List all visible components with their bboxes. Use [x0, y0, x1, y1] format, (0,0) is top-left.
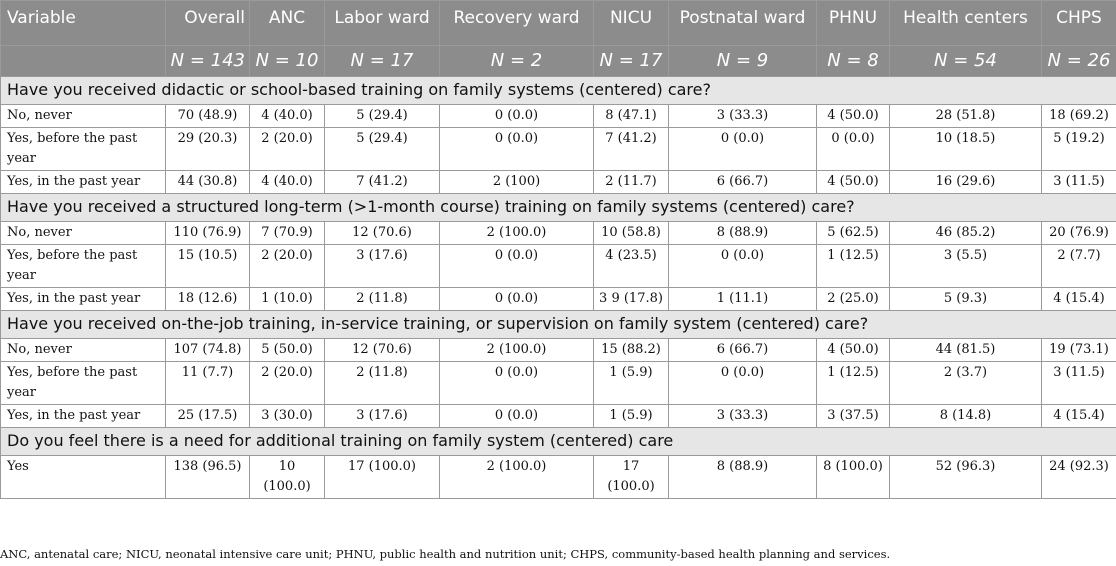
cell: 5 (29.4)	[325, 128, 440, 171]
cell: 52 (96.3)	[890, 456, 1042, 499]
cell: 7 (41.2)	[594, 128, 669, 171]
cell: 0 (0.0)	[440, 128, 594, 171]
cell: 0 (0.0)	[440, 245, 594, 288]
cell: 24 (92.3)	[1042, 456, 1116, 499]
n-recovery: N = 2	[440, 46, 594, 77]
n-overall: N = 143	[166, 46, 250, 77]
cell: 4 (40.0)	[250, 105, 325, 128]
cell: 2 (11.8)	[325, 288, 440, 311]
cell: 29 (20.3)	[166, 128, 250, 171]
row-label: Yes, in the past year	[1, 288, 166, 311]
cell: 110 (76.9)	[166, 222, 250, 245]
table-row	[1, 171, 1116, 194]
cell: 7 (41.2)	[325, 171, 440, 194]
cell: 1 (12.5)	[817, 362, 890, 405]
n-phnu: N = 8	[817, 46, 890, 77]
section-question: Have you received a structured long-term (>1-month course) training on family systems (centered) care?	[1, 194, 1116, 222]
table-row	[1, 405, 1116, 428]
cell: 17 (100.0)	[594, 456, 669, 499]
cell: 0 (0.0)	[817, 128, 890, 171]
section-question: Do you feel there is a need for additional training on family system (centered) care	[1, 428, 1116, 456]
header-row-n	[1, 46, 1116, 77]
header-row-labels	[1, 1, 1116, 46]
col-nicu-header: NICU	[594, 1, 669, 46]
cell: 8 (88.9)	[669, 456, 817, 499]
cell: 2 (100.0)	[440, 339, 594, 362]
cell: 4 (15.4)	[1042, 405, 1116, 428]
cell: 4 (15.4)	[1042, 288, 1116, 311]
n-health-centers: N = 54	[890, 46, 1042, 77]
table-footnote: ANC, antenatal care; NICU, neonatal intensive care unit; PHNU, public health and nutrition unit; CHPS, community-based health planning and services.	[0, 547, 891, 561]
cell: 0 (0.0)	[669, 362, 817, 405]
cell: 3 (11.5)	[1042, 362, 1116, 405]
cell: 20 (76.9)	[1042, 222, 1116, 245]
cell: 107 (74.8)	[166, 339, 250, 362]
section-question: Have you received on-the-job training, in-service training, or supervision on family system (centered) care?	[1, 311, 1116, 339]
cell: 1 (5.9)	[594, 405, 669, 428]
cell: 2 (11.8)	[325, 362, 440, 405]
table-row	[1, 245, 1116, 288]
cell: 138 (96.5)	[166, 456, 250, 499]
cell: 1 (10.0)	[250, 288, 325, 311]
row-label: Yes, in the past year	[1, 171, 166, 194]
cell: 0 (0.0)	[669, 245, 817, 288]
row-label: No, never	[1, 222, 166, 245]
cell: 2 (100.0)	[440, 456, 594, 499]
cell: 3 (5.5)	[890, 245, 1042, 288]
cell: 12 (70.6)	[325, 339, 440, 362]
table-row	[1, 222, 1116, 245]
table-row	[1, 362, 1116, 405]
cell: 5 (9.3)	[890, 288, 1042, 311]
cell: 6 (66.7)	[669, 171, 817, 194]
section-row	[1, 77, 1116, 105]
variable-n-blank	[1, 46, 166, 77]
table-body	[1, 77, 1116, 499]
n-labor: N = 17	[325, 46, 440, 77]
row-label: Yes	[1, 456, 166, 499]
cell: 2 (7.7)	[1042, 245, 1116, 288]
cell: 3 (30.0)	[250, 405, 325, 428]
col-health-centers-header: Health centers	[890, 1, 1042, 46]
row-label: No, never	[1, 339, 166, 362]
cell: 44 (81.5)	[890, 339, 1042, 362]
cell: 8 (47.1)	[594, 105, 669, 128]
cell: 1 (5.9)	[594, 362, 669, 405]
n-anc: N = 10	[250, 46, 325, 77]
cell: 10 (58.8)	[594, 222, 669, 245]
col-labor-header: Labor ward	[325, 1, 440, 46]
cell: 2 (100)	[440, 171, 594, 194]
table-row	[1, 105, 1116, 128]
table-row	[1, 456, 1116, 499]
cell: 1 (12.5)	[817, 245, 890, 288]
cell: 2 (100.0)	[440, 222, 594, 245]
cell: 2 (20.0)	[250, 128, 325, 171]
row-label: Yes, before the past year	[1, 362, 166, 405]
cell: 18 (69.2)	[1042, 105, 1116, 128]
cell: 0 (0.0)	[440, 288, 594, 311]
table-row	[1, 288, 1116, 311]
cell: 2 (25.0)	[817, 288, 890, 311]
col-phnu-header: PHNU	[817, 1, 890, 46]
section-question: Have you received didactic or school-based training on family systems (centered) care?	[1, 77, 1116, 105]
cell: 8 (88.9)	[669, 222, 817, 245]
cell: 2 (20.0)	[250, 245, 325, 288]
cell: 10 (18.5)	[890, 128, 1042, 171]
cell: 11 (7.7)	[166, 362, 250, 405]
cell: 2 (20.0)	[250, 362, 325, 405]
section-row	[1, 428, 1116, 456]
cell: 0 (0.0)	[440, 105, 594, 128]
cell: 3 (11.5)	[1042, 171, 1116, 194]
cell: 5 (19.2)	[1042, 128, 1116, 171]
n-nicu: N = 17	[594, 46, 669, 77]
cell: 8 (100.0)	[817, 456, 890, 499]
cell: 2 (11.7)	[594, 171, 669, 194]
cell: 0 (0.0)	[440, 405, 594, 428]
cell: 4 (40.0)	[250, 171, 325, 194]
cell: 5 (50.0)	[250, 339, 325, 362]
cell: 5 (29.4)	[325, 105, 440, 128]
n-postnatal: N = 9	[669, 46, 817, 77]
cell: 19 (73.1)	[1042, 339, 1116, 362]
cell: 15 (10.5)	[166, 245, 250, 288]
cell: 17 (100.0)	[325, 456, 440, 499]
cell: 3 (33.3)	[669, 105, 817, 128]
cell: 3 (37.5)	[817, 405, 890, 428]
col-chps-header: CHPS	[1042, 1, 1116, 46]
cell: 3 (33.3)	[669, 405, 817, 428]
cell: 12 (70.6)	[325, 222, 440, 245]
col-postnatal-header: Postnatal ward	[669, 1, 817, 46]
cell: 18 (12.6)	[166, 288, 250, 311]
table-header	[1, 1, 1116, 77]
row-label: Yes, before the past year	[1, 128, 166, 171]
cell: 46 (85.2)	[890, 222, 1042, 245]
cell: 28 (51.8)	[890, 105, 1042, 128]
cell: 3 (17.6)	[325, 405, 440, 428]
variable-header: Variable	[1, 1, 166, 46]
n-chps: N = 26	[1042, 46, 1116, 77]
cell: 4 (23.5)	[594, 245, 669, 288]
cell: 4 (50.0)	[817, 171, 890, 194]
cell: 1 (11.1)	[669, 288, 817, 311]
cell: 70 (48.9)	[166, 105, 250, 128]
section-row	[1, 194, 1116, 222]
cell: 2 (3.7)	[890, 362, 1042, 405]
row-label: Yes, in the past year	[1, 405, 166, 428]
cell: 7 (70.9)	[250, 222, 325, 245]
row-label: No, never	[1, 105, 166, 128]
row-label: Yes, before the past year	[1, 245, 166, 288]
cell: 4 (50.0)	[817, 339, 890, 362]
cell: 44 (30.8)	[166, 171, 250, 194]
cell: 0 (0.0)	[669, 128, 817, 171]
col-recovery-header: Recovery ward	[440, 1, 594, 46]
cell: 15 (88.2)	[594, 339, 669, 362]
cell: 10 (100.0)	[250, 456, 325, 499]
col-overall-header: Overall	[166, 1, 250, 46]
cell: 3 9 (17.8)	[594, 288, 669, 311]
cell: 4 (50.0)	[817, 105, 890, 128]
cell: 16 (29.6)	[890, 171, 1042, 194]
cell: 8 (14.8)	[890, 405, 1042, 428]
cell: 5 (62.5)	[817, 222, 890, 245]
cell: 3 (17.6)	[325, 245, 440, 288]
section-row	[1, 311, 1116, 339]
cell: 0 (0.0)	[440, 362, 594, 405]
cell: 6 (66.7)	[669, 339, 817, 362]
table-row	[1, 128, 1116, 171]
table-row	[1, 339, 1116, 362]
col-anc-header: ANC	[250, 1, 325, 46]
cell: 25 (17.5)	[166, 405, 250, 428]
